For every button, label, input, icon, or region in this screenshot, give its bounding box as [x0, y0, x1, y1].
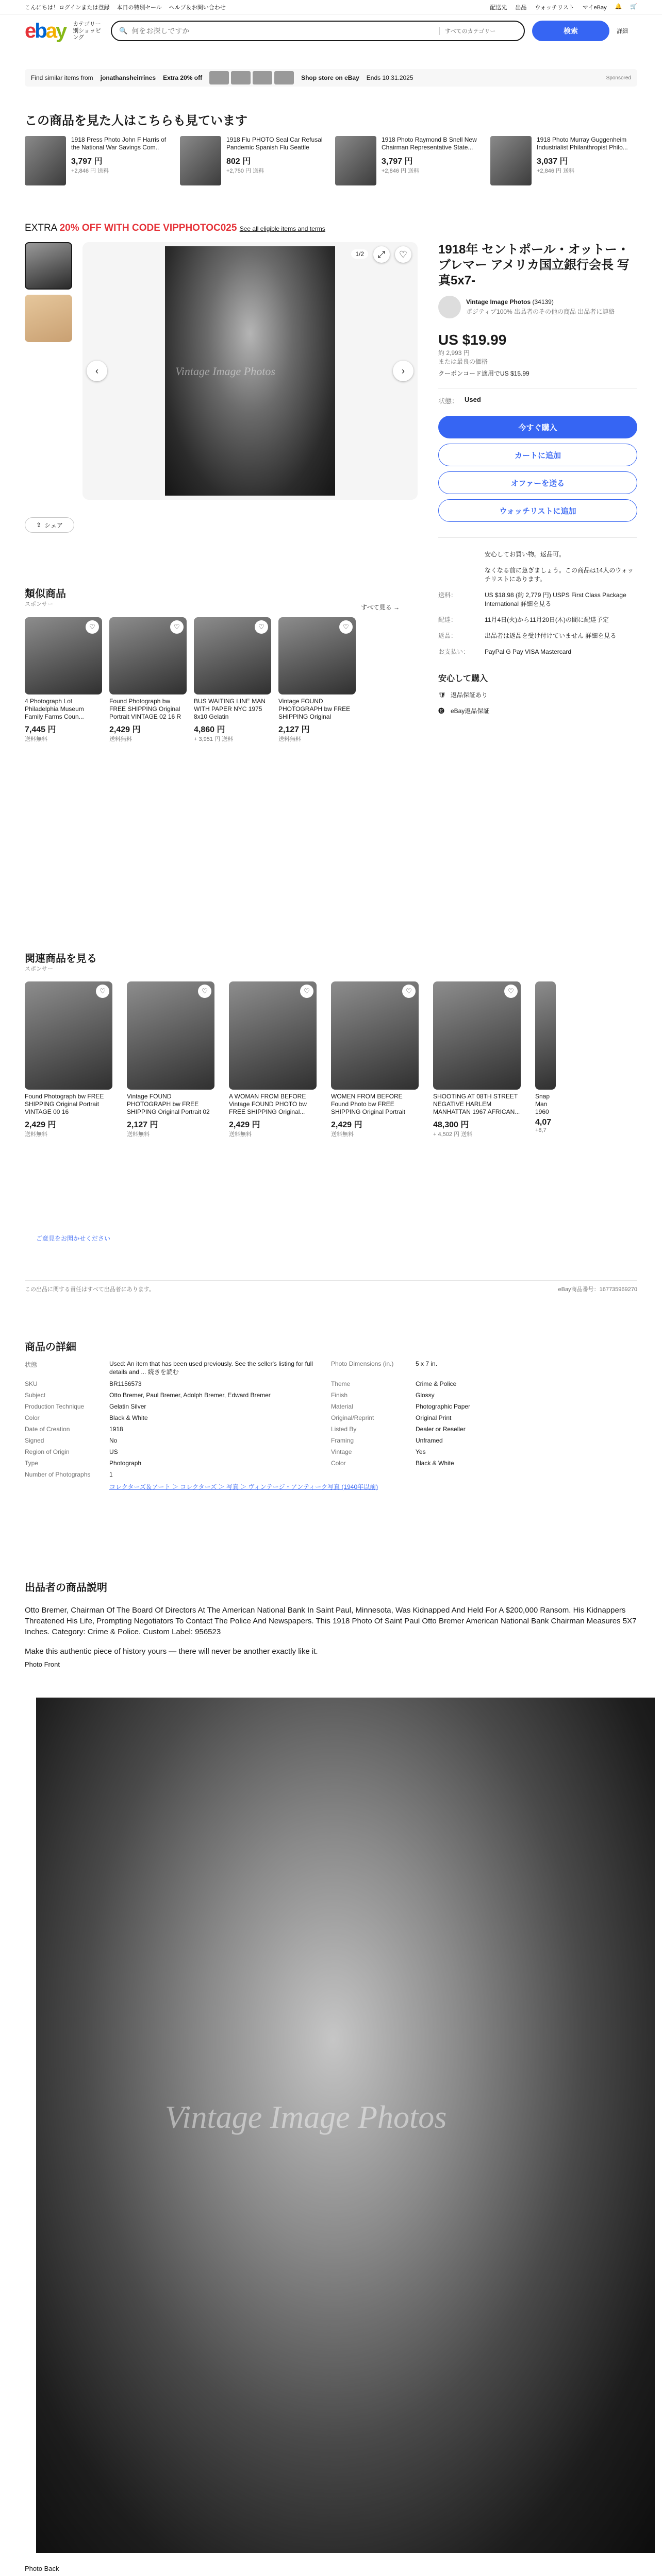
item-price: 3,037 円 [537, 157, 568, 166]
item-offer: または最良の価格 [438, 358, 488, 365]
spec-row: Region of Origin US [25, 1448, 118, 1455]
list-item[interactable] [109, 617, 187, 743]
item-title[interactable]: SHOOTING AT 08TH STREET NEGATIVE HARLEM MANHATTAN 1967 AFRICAN... [433, 1093, 520, 1115]
item-shipping: +2,846 円 送料 [71, 168, 109, 174]
info-row: なくなる前に急ぎましょう。この商品は14人のウォッチリストにあります。 [485, 567, 634, 583]
info-row: 配達： 11月4日(火)から11月20日(木)の間に配達予定 [438, 616, 609, 623]
item-title[interactable]: 4 Photograph Lot Philadelphia Museum Family Farms Coun... [25, 698, 84, 720]
expand-icon[interactable]: ⤢ [373, 246, 390, 263]
description-para: Make this authentic piece of history yours — there will never be another exactly like it. [25, 1647, 318, 1656]
item-thumbnail[interactable] [535, 981, 556, 1090]
spec-row: Date of Creation 1918 [25, 1426, 123, 1433]
photo-front-label: Photo Front [25, 1660, 60, 1668]
ebay-icon: 🅔 [438, 707, 445, 715]
item-price-jp: 約 2,993 円 [438, 349, 470, 357]
item-title[interactable]: 1918 Photo Murray Guggenheim Industrialist Philanthropist Philo... [537, 136, 628, 151]
listing-meta [25, 1280, 637, 1293]
cart-icon[interactable]: 🛒 [630, 3, 637, 10]
list-item[interactable] [535, 981, 556, 1138]
bell-icon[interactable]: 🔔 [615, 3, 622, 10]
heart-icon[interactable]: ♡ [395, 246, 411, 263]
spec-row: Production Technique Gelatin Silver [25, 1403, 146, 1410]
spec-row: Vintage Yes [331, 1448, 426, 1455]
seller-info [438, 296, 637, 318]
related-items [25, 981, 662, 1138]
condition-label: 状態： [438, 397, 459, 405]
shop-store-link[interactable]: Shop store on eBay [301, 74, 359, 81]
list-item[interactable] [180, 136, 325, 185]
item-title: 1918年 セントポール・オットー・ブレマー アメリカ国立銀行会長 写真5x7- [438, 243, 630, 287]
spec-row: Material Photographic Paper [331, 1403, 471, 1410]
item-thumbnail[interactable] [109, 617, 187, 694]
description-title: 出品者の商品説明 [25, 1582, 107, 1594]
item-number: eBay商品番号：167735969270 [558, 1286, 637, 1293]
make-offer-button[interactable]: オファーを送る [438, 471, 637, 494]
spec-row: Original/Reprint Original Print [331, 1414, 452, 1421]
sell-link[interactable]: 出品 [515, 4, 527, 11]
strip-thumbnails[interactable] [209, 71, 294, 84]
share-button[interactable]: ⇪ シェア [25, 517, 74, 533]
feedback-link[interactable]: ご意見をお聞かせください [36, 1235, 111, 1242]
spec-row: Signed No [25, 1437, 118, 1444]
ebay-logo[interactable]: ebay [25, 20, 66, 42]
category-select[interactable]: すべてのカテゴリー [439, 27, 517, 35]
item-thumbnail[interactable] [194, 617, 271, 694]
item-shipping: +2,846 円 送料 [382, 168, 420, 174]
info-row: お支払い： PayPal G Pay VISA Mastercard [438, 648, 572, 655]
signin-link[interactable]: こんにちは！ログインまたは登録 [25, 4, 110, 11]
item-shipping: + 4,502 円 送料 [433, 1131, 473, 1138]
recent-title: この商品を見た人はこちらも見ています [25, 114, 247, 128]
item-price: 2,127 円 [127, 1121, 158, 1129]
list-item[interactable] [229, 981, 317, 1138]
store-name[interactable]: jonathansheirrines [100, 74, 156, 81]
main-image[interactable] [82, 242, 418, 500]
item-title[interactable]: Found Photograph bw FREE SHIPPING Original Portrait VINTAGE 00 16 [25, 1093, 104, 1115]
item-thumbnail[interactable] [490, 136, 532, 185]
item-price: 2,127 円 [278, 725, 310, 734]
item-thumbnail[interactable] [331, 981, 419, 1090]
add-to-cart-button[interactable]: カートに追加 [438, 444, 637, 466]
item-shipping: + 3,951 円 送料 [194, 736, 234, 742]
item-title[interactable]: 1918 Photo Raymond B Snell New Chairman Representative State... [382, 136, 477, 151]
seller-responsibility: この出品に関する責任はすべて出品者にあります。 [25, 1286, 155, 1293]
photo-watermark: Vintage Image Photos [165, 2100, 447, 2135]
list-item[interactable] [25, 136, 170, 185]
related-sponsored: スポンサー [25, 966, 53, 972]
thumbnail-column [25, 242, 72, 347]
heart-icon[interactable]: ♡ [170, 620, 184, 634]
guarantee-row: 🅔 eBay返品保証 [438, 707, 490, 715]
heart-icon[interactable]: ♡ [504, 985, 518, 998]
promo-code: 20% OFF WITH CODE VIPPHOTOC025 [59, 223, 237, 233]
item-price: 7,445 円 [25, 725, 56, 734]
list-item[interactable] [335, 136, 480, 185]
search-button[interactable]: 検索 [532, 21, 609, 41]
spec-row [331, 1471, 637, 1478]
item-shipping: 送料無料 [278, 736, 301, 742]
spec-row: Framing Unframed [331, 1437, 443, 1444]
list-item[interactable] [25, 981, 112, 1138]
spec-row: Number of Photographs 1 [25, 1471, 113, 1478]
search-input[interactable] [131, 27, 435, 35]
spec-row: Finish Glossy [331, 1392, 435, 1399]
item-shipping: +2,846 円 送料 [537, 168, 575, 174]
watchlist-link[interactable]: ウォッチリスト [535, 4, 574, 11]
heart-icon[interactable]: ♡ [255, 620, 268, 634]
spec-row: Photo Dimensions (in.) 5 x 7 in. [331, 1360, 438, 1367]
heart-icon[interactable]: ♡ [86, 620, 99, 634]
item-thumbnail[interactable] [25, 617, 102, 694]
info-row: 安心してお買い物。返品可。 [485, 551, 566, 558]
item-thumbnail[interactable] [25, 981, 112, 1090]
spec-row: Type Photograph [25, 1460, 142, 1467]
spec-row: Subject Otto Bremer, Paul Bremer, Adolph Bremer, Edward Bremer [25, 1392, 271, 1399]
item-shipping: 送料無料 [25, 736, 47, 742]
spec-row: Theme Crime & Police [331, 1380, 457, 1387]
category-breadcrumb[interactable]: コレクターズ＆アート ＞ コレクターズ ＞ 写真 ＞ ヴィンテージ・アンティーク写真 (1940年以前) [109, 1483, 378, 1490]
item-thumbnail[interactable] [180, 136, 221, 185]
heart-icon[interactable]: ♡ [300, 985, 313, 998]
item-title[interactable]: Vintage FOUND PHOTOGRAPH bw FREE SHIPPING Original [278, 698, 351, 720]
list-item[interactable] [25, 617, 102, 743]
item-title[interactable]: 1918 Press Photo John F Harris of the National War Savings Com.. [71, 136, 167, 151]
list-item[interactable] [127, 981, 214, 1138]
item-price: 802 円 [226, 157, 251, 166]
item-thumbnail[interactable] [433, 981, 521, 1090]
item-price: 3,797 円 [71, 157, 103, 166]
share-icon: ⇪ [36, 521, 42, 529]
item-title[interactable]: 1918 Flu PHOTO Seal Car Refusal Pandemic Spanish Flu Seattle [226, 136, 323, 151]
item-shipping: 送料無料 [25, 1131, 47, 1138]
buyer-protection-row: 🛡 返品保証あり [438, 691, 488, 699]
strip-ends: Ends 10.31.2025 [366, 74, 413, 81]
heart-icon[interactable]: ♡ [96, 985, 109, 998]
help-link[interactable]: ヘルプ＆お問い合わせ [169, 4, 226, 11]
item-title[interactable]: BUS WAITING LINE MAN WITH PAPER NYC 1975 8x10 Gelatin [194, 698, 266, 720]
search-icon: 🔍 [119, 27, 128, 35]
item-price: 2,429 円 [331, 1121, 362, 1129]
list-item[interactable] [278, 617, 356, 743]
info-row: 返品： 出品者は返品を受け付けていません 詳細を見る [438, 632, 617, 639]
shop-by-category[interactable]: カテゴリー別ショッピング [73, 21, 101, 41]
image-counter: 1/2 [351, 249, 368, 259]
search-bar [111, 21, 525, 41]
list-item[interactable] [433, 981, 521, 1138]
info-row: 送料： US $18.98 (約 2,779 円) USPS First Class Package International 詳細を見る [438, 591, 626, 607]
promo-banner [25, 223, 325, 234]
spec-row: Listed By Dealer or Reseller [331, 1426, 466, 1433]
similar-items [25, 617, 356, 743]
spec-row: Color Black & White [331, 1460, 454, 1467]
shield-icon: 🛡 [438, 691, 446, 699]
daily-deals-link[interactable]: 本日の特別セール [117, 4, 162, 11]
related-title: 関連商品を見る [25, 953, 97, 964]
seller-count: (34139) [532, 298, 554, 306]
list-item[interactable] [194, 617, 271, 743]
item-thumbnail[interactable] [25, 136, 66, 185]
item-title[interactable]: A WOMAN FROM BEFORE Vintage FOUND PHOTO bw FREE SHIPPING Original... [229, 1093, 307, 1115]
description-para: Otto Bremer, Chairman Of The Board Of Directors At The American National Bank In Saint Paul, Minnesota, Was Kidnapped And Held For A $200,000 Ransom. His Kidnappers Threatened His Life, Prompting Negotiators To Contact The Police And Newspapers. This 1918 Photo Of Saint Paul Otto Bremer American National Bank Chairman Measures 5X7 Inches. Category: Crime & Police. Custom Label: 956523 [25, 1606, 637, 1636]
item-title[interactable]: Snap Man 1960 [535, 1093, 550, 1115]
utility-bar [0, 0, 662, 14]
spec-row: Color Black & White [25, 1414, 148, 1421]
similar-store-strip [25, 69, 637, 87]
item-thumbnail[interactable] [229, 981, 317, 1090]
heart-icon[interactable]: ♡ [198, 985, 211, 998]
similar-sponsored: スポンサー [25, 601, 53, 607]
list-item[interactable] [331, 981, 419, 1138]
heart-icon[interactable]: ♡ [402, 985, 416, 998]
item-price: 48,300 円 [433, 1121, 469, 1129]
photo-watermark: Vintage Image Photos [175, 365, 275, 378]
add-to-watchlist-button[interactable]: ウォッチリストに追加 [438, 499, 637, 522]
recent-items [25, 136, 637, 185]
item-price: 4,860 円 [194, 725, 225, 734]
item-price: US $19.99 [438, 332, 507, 348]
item-thumbnail[interactable] [127, 981, 214, 1090]
item-price: 2,429 円 [229, 1121, 260, 1129]
item-thumbnail[interactable] [278, 617, 356, 694]
coupon-text: クーポンコード適用でUS $15.99 [438, 370, 529, 377]
promo-extra: EXTRA [25, 223, 57, 233]
sponsored-label: Sponsored [606, 75, 631, 81]
item-title[interactable]: Found Photograph bw FREE SHIPPING Original Portrait VINTAGE 02 16 R [109, 698, 181, 720]
ship-to-link[interactable]: 配送先 [490, 4, 507, 11]
buyer-protection-title: 安心して購入 [438, 674, 488, 683]
item-shipping: +8,7 [535, 1127, 547, 1133]
chevron-right-icon[interactable]: › [393, 361, 413, 381]
buy-box [438, 242, 637, 716]
my-ebay-link[interactable]: マイeBay [582, 4, 607, 11]
strip-text: Find similar items from [31, 74, 93, 81]
item-price: 4,07 [535, 1118, 552, 1127]
buy-now-button[interactable]: 今すぐ購入 [438, 416, 637, 438]
item-shipping: 送料無料 [331, 1131, 354, 1138]
details-title: 商品の詳細 [25, 1342, 76, 1353]
promo-terms-link[interactable]: See all eligible items and terms [239, 225, 325, 232]
main-photo [165, 246, 335, 496]
photo-back-label: Photo Back [25, 2565, 59, 2572]
seller-name[interactable]: Vintage Image Photos [466, 298, 531, 306]
item-shipping: 送料無料 [229, 1131, 252, 1138]
similar-title: 類似商品 [25, 588, 66, 600]
item-price: 3,797 円 [382, 157, 413, 166]
avatar[interactable] [438, 296, 461, 318]
spec-row: SKU BR1156573 [25, 1380, 142, 1387]
header [25, 18, 637, 44]
item-shipping: 送料無料 [109, 736, 132, 742]
thumbnail-back[interactable] [25, 295, 72, 342]
spec-row: 状態 Used: An item that has been used previously. See the seller's listing for full details and ... 続きを読む [25, 1360, 313, 1376]
advanced-search-link[interactable]: 詳細 [617, 28, 628, 35]
list-item[interactable] [490, 136, 635, 185]
item-specifics [25, 1360, 637, 1491]
store-save: Extra 20% off [163, 74, 203, 81]
item-shipping: 送料無料 [127, 1131, 150, 1138]
item-price: 2,429 円 [25, 1121, 56, 1129]
photo-front-image [36, 1698, 655, 2553]
condition-value: Used [465, 396, 481, 403]
chevron-left-icon[interactable]: ‹ [87, 361, 107, 381]
thumbnail-front[interactable] [25, 242, 72, 290]
item-shipping: +2,750 円 送料 [226, 168, 264, 174]
similar-see-all[interactable]: すべて見る → [361, 604, 400, 611]
item-title[interactable]: WOMEN FROM BEFORE Found Photo bw FREE SHIPPING Original Portrait [331, 1093, 406, 1115]
item-price: 2,429 円 [109, 725, 141, 734]
item-title[interactable]: Vintage FOUND PHOTOGRAPH bw FREE SHIPPING Original Portrait 02 [127, 1093, 210, 1115]
seller-feedback[interactable]: ポジティブ100% 出品者のその他の商品 出品者に連絡 [466, 308, 615, 315]
heart-icon[interactable]: ♡ [339, 620, 353, 634]
item-thumbnail[interactable] [335, 136, 376, 185]
